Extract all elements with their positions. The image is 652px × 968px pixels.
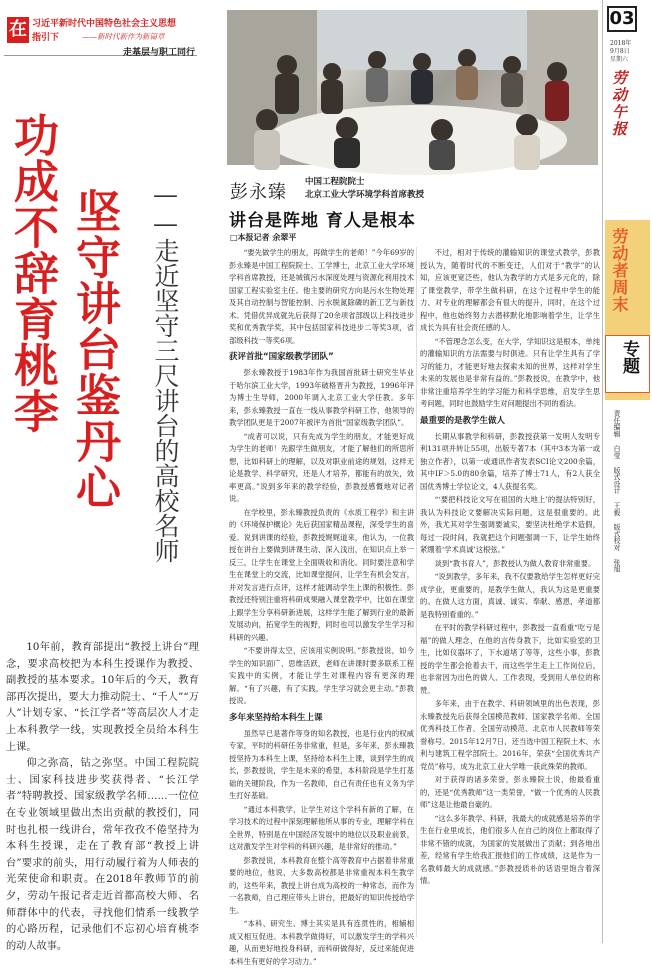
article-paragraph: “成者可以说，只有先成为学生的朋友，才能更好成为学生的老师！先跟学生做朋友，才能了解他们的所思所想，比如科研上的理解，以及对职业前途的规划，这样无论是教学、科学研究，还是人才培养，都能有的放矢，效率更高。”说到多年来的教学经验，彭教授感慨地对记者说。 (229, 431, 414, 503)
classroom-photo (227, 10, 598, 165)
article-paragraph: “不要讲得太空，应该用实例说明。”彭教授说，如今学生的知识面广、思维活跃，老师在讲课时要多联系工程实践中的实例，才能让学生对课程内容有更深的理解。“有了兴趣，有了实践，学生学习就会更主动。”彭教授说。 (229, 646, 414, 705)
headline-subtitle: ——走近坚守三尺讲台的高校名师 (151, 180, 180, 563)
article-paragraph: 在平时的教学科研过程中，彭教授一直看重“吃亏是福”的做人理念，在他的言传身教下，比如实验室的卫生，比如仪器坏了，下水道堵了等等，这些小事，彭教授的学生都会抢着去干，而这些学生走上工作岗位后，也非常因为出色的做人、工作表现，受到用人单位的称赞。 (420, 623, 600, 695)
profile-name: 彭永臻 (230, 182, 287, 203)
article-paragraph: 虽然早已是著作等身的知名教授，也是行业内的权威专家，平时的科研任务非常重，但是，多年来，彭永臻教授坚持为本科生上课，坚持给本科生上课，谈到学生的成长，彭教授说，学生是未来的希望，本科阶段是学生打基础的关键阶段，作为一名教师，自己有责任也有义务为学生打好基础。 (229, 728, 414, 800)
article-paragraph: “说到教学，多年来，我不仅要教给学生怎样更好完成学业，更重要的，是教学生做人，我认为这是更重要的。在做人这方面，真诚、诚实、奉献、感恩，孝道都是我特别看重的。” (420, 572, 600, 619)
article-paragraph: 长期从事教学和科研，彭教授获第一发明人发明专利131项并转让55项，出版专著7本（其中3本为第一或独立作者），以第一或通讯作者发表SCI论文200余篇，其中IF＞5.0的80余篇，培养了博士71人，有2人获全国优秀博士学位论文，4人获提名奖。 (420, 431, 600, 491)
page-number: 03 (607, 6, 637, 32)
sidebar (605, 0, 652, 943)
article-paragraph: 在学校里，彭永臻教授负责的《水质工程学》和主讲的《环境保护概论》先后获国家精品课程，深受学生的喜爱。说到讲课的经验，彭教授娓娓道来，他认为，一位教授在讲台上要做到讲课生动、深入浅出，在知识点上举一反三，让学生在课堂上全面吸收和消化。同时要注意和学生在课堂上的交流，比如课堂提问，让学生有机会发言，并对发言进行点评，这样才能调动学生上课的积极性。彭教授还特别注重将科研成果融入课堂教学中，比如在课堂上跟学生分享科研新进展，这样学生能了解到行业的最新发展动向，拓宽学生的视野，同时也可以激发学生学习和科研的兴趣。 (229, 507, 414, 642)
profile-title-2: 北京工业大学环境学科首席教授 (305, 190, 425, 200)
intro-paragraph: 10年前，教育部提出“教授上讲台”理念，要求高校把为本科生授课作为教授、副教授的基本要求。10年后的今天，教育部再次提出，要大力推动院士、“千人”“万人”计划专家、“长江学者”等高层次人才走上本科教学一线，实现教授全员给本科生上课。 (6, 642, 199, 753)
series-badge: 在 (7, 17, 29, 43)
issue-date-day: 9月8日 (610, 48, 630, 55)
article-paragraph: 不过，相对于传统的灌输知识的课堂式教学，彭教授认为，随着时代的不断变迁，人们对于“教学”的认知，应该更宽泛些，他认为教学的方式是多元化的，除了课堂教学，带学生做科研，在这个过程中学生的能力、对专业的理解都会有很大的提升，同时，在这个过程中，他也始终努力去潜移默化地影响着学生，让学生成长为具有社会责任感的人。 (420, 248, 600, 332)
series-line-1: 习近平新时代中国特色社会主义思想 (32, 19, 177, 29)
section-name: 劳动者周末 (610, 228, 629, 313)
column-title: 走基层与职工同行 (122, 48, 195, 58)
article-column-1 (229, 247, 414, 966)
intro-text (6, 640, 199, 952)
article-paragraph: “通过本科教学，让学生对这个学科有新的了解，在学习技术的过程中深刻理解他所从事的专业，理解学科在全世界，特别是在中国经济发展中的地位以及职业前景，这对激发学生对学科的科研兴趣，是非常好的推动。” (229, 804, 414, 851)
article-paragraph: “本科、研究生、博士其实是具有连贯性的，相辅相成又相互促进。本科教学做得好，可以激发学生的学科兴趣，从而更好地投身科研，而科研做得好，反过来能促进本科生有更好的学习动力。” (229, 919, 414, 966)
article-paragraph: 多年来，由于在教学、科研领域里的出色表现，彭永臻教授先后获得全国模范教师、国家教学名师、全国优秀科技工作者、全国劳动模范、北京市人民教师等荣誉称号。2015年12月7日，还当选中国工程院土木、水利与建筑工程学部院士。2016年，荣获“全国优秀共产党员”称号，成为北京工业大学唯一获此殊荣的教师。 (420, 699, 600, 771)
article-title: 讲台是阵地 育人是根本 (229, 211, 416, 231)
headline-main-right: 坚守讲台鉴丹心 (68, 188, 121, 510)
paper-name: 劳动午报 (610, 70, 628, 138)
photo-illustration (227, 10, 598, 165)
article-paragraph: 彭永臻教授于1983年作为我国首批研士研究生毕业于哈尔滨工业大学，1993年破格晋升为教授，1996年评为博士生导师，2000年调入北京工业大学任教。多年来，彭永臻教授一直在一线从事教学科研工作，他领导的教学团队更是于2007年被评为首批“国家级教学团队”。 (229, 368, 414, 427)
series-slogan: ——新时代新作为新篇章 (82, 32, 165, 41)
article-paragraph: “这么多年教学、科研，我最大的成就感是培养的学生在行业里成长，他们很多人在自己的岗位上都取得了非常不错的成就，为国家的发展做出了贡献；到各地出差，经常有学生给我汇报他们的工作成绩，这是作为一名教师最大的成就感。”彭教授质朴的话语里饱含着深情。 (420, 813, 600, 885)
editorial-credits: 责任编辑 白莹 版式设计 王毅 版式校对 张旭 (612, 410, 620, 573)
intro-paragraph: 仰之弥高，钻之弥坚。中国工程院院士、国家科技进步奖获得者、“长江学者”特聘教授、国家级教学名师……一位位在专业领域里做出杰出贡献的教授们，同时也扎根一线讲台，常年孜孜不倦坚持为本科生授课，走在了教育部“教授上讲台”要求的前头，用行动履行着为人师表的光荣使命和职责。在2018年教师节的前夕，劳动午报记者走近首都高校大师、名师群体中的代表，寻找他们情系一线教学的心路历程，记录他们不忘初心培育桃李的动人故事。 (6, 758, 199, 952)
headline-main-left: 功成不辞育桃李 (6, 112, 59, 434)
article-byline: □本报记者 余翠平 (230, 233, 297, 242)
column-divider (416, 247, 417, 937)
section-topic: 专题 (619, 340, 639, 374)
article-paragraph: 彭教授说，本科教育在整个高等教育中占据着非常重要的地位，他说，大多数高校都是非常重视本科生教学的，这些年来，教授上讲台成为高校的一种常态，而作为一名教师，自己理应带头上讲台，把最好的知识传授给学生。 (229, 855, 414, 915)
issue-weekday: 星期六 (610, 56, 629, 63)
article-column-2 (420, 247, 600, 937)
article-paragraph: “‘要把科技论文写在祖国的大地上’的提法特别好，我认为科技论文要解决实际问题，这是很重要的。此外，我尤其对学生强调要诚实，要坚决杜绝学术造假，每过一段时间，我就把这个问题强调一下，让学生始终紧绷着‘学术真诚’这根弦。” (420, 495, 600, 554)
series-line-2: 指引下 (32, 33, 60, 43)
article-subhead: 最重要的是教学生做人 (420, 415, 506, 426)
article-paragraph: “不管理念怎么变，在大学，学知识这是根本，单纯的灌输知识的方法需要与时俱进。只有让学生具有了学习的能力，才能更好地去探索未知的世界，这样对学生未来的发展也是非常有益的。”彭教授说，在教学中，他非常注重培养学生的学习能力和科学思维，启发学生思考问题，同时也鼓励学生对问题提出不同的看法。 (420, 336, 600, 408)
article-subhead: 获评首批“国家级教学团队” (229, 352, 334, 362)
article-subhead: 多年来坚持给本科生上课 (229, 712, 323, 723)
issue-date-year: 2018年 (610, 40, 632, 47)
column-divider (602, 0, 603, 943)
series-header (4, 14, 197, 56)
article-paragraph: 对于获得的诸多荣誉，彭永臻院士说，他最看重的，还是“优秀教师”这一类荣誉，“做一个优秀的人民教师”这是让他最自豪的。 (420, 775, 600, 809)
profile-title-1: 中国工程院院士 (305, 177, 365, 187)
article-paragraph: 谈到“教书育人”，彭教授认为做人教育非常重要。 (434, 558, 596, 568)
article-paragraph: “要先做学生的朋友，再做学生的老师！”今年69岁的彭永臻是中国工程院院士、工学博士，北京工业大学环境学科首席教授，还是城镇污水深度处理与资源化利用技术国家工程实验室主任。他主要的研究方向是污水生物处理及其自动控制与智能控制、污水脱氮除磷的新工艺与新技术。凭借优异成就先后获得了20余项省部级以上科技进步奖和优秀教学奖，其中包括国家科技进步二等奖3项，省部级科技一等奖6项。 (229, 248, 414, 345)
